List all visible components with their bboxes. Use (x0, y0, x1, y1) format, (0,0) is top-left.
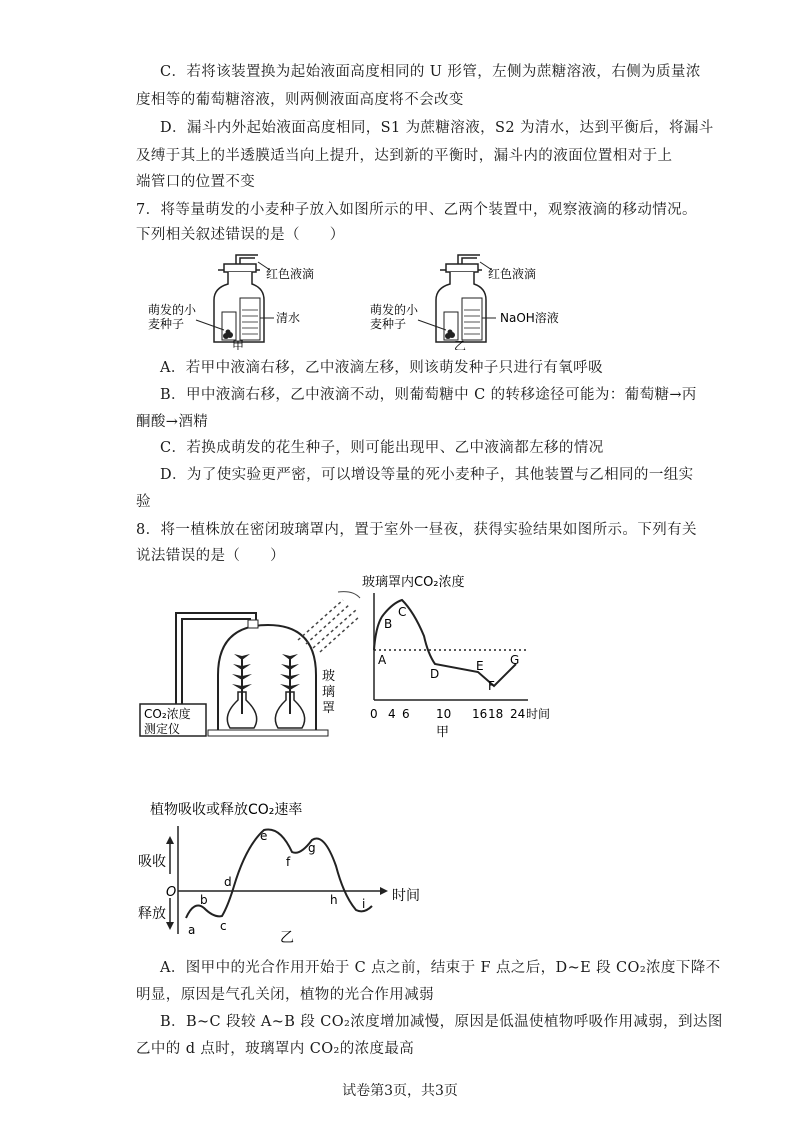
q8-option-b-line2: 乙中的 d 点时，玻璃罩内 CO₂的浓度最高 (136, 1041, 415, 1057)
q8-yi-release-label: 释放 (138, 906, 166, 922)
q8-jia-name: 甲 (436, 725, 450, 740)
q8-yi-point-a: a (188, 923, 196, 937)
q7-stem-line1: 7．将等量萌发的小麦种子放入如图所示的甲、乙两个装置中，观察液滴的移动情况。 (136, 202, 697, 218)
q7-option-a: A．若甲中液滴右移，乙中液滴左移，则该萌发种子只进行有氧呼吸 (160, 360, 603, 376)
q7-jia-seed-label2: 麦种子 (148, 317, 185, 331)
q8-jia-tick-16: 16 (472, 707, 488, 721)
q8-jia-tick-24: 24 (510, 707, 526, 721)
q8-yi-point-i: i (362, 897, 366, 911)
q8-jia-point-d: D (430, 667, 440, 681)
q7-jia-liquid-label: 清水 (276, 311, 301, 325)
q7-jia-seed-label1: 萌发的小 (148, 303, 197, 317)
q8-jia-point-e: E (476, 659, 484, 673)
q6-option-d-line2: 及缚于其上的半透膜适当向上提升，达到新的平衡时，漏斗内的液面位置相对于上 (136, 148, 673, 164)
q8-yi-name: 乙 (280, 930, 294, 946)
q8-glass-label-2: 璃 (322, 685, 336, 700)
q7-option-d-line2: 验 (136, 494, 151, 510)
q7-yi-name: 乙 (454, 339, 467, 350)
q8-jia-point-c: C (398, 605, 407, 619)
q8-jia-tick-0: 0 (370, 707, 378, 721)
q8-chart-jia (358, 568, 558, 748)
q7-yi-liquid-label: NaOH溶液 (500, 311, 559, 325)
q8-yi-point-c: c (220, 919, 227, 933)
q8-jia-tick-6: 6 (402, 707, 410, 721)
q8-jia-tick-4: 4 (388, 707, 396, 721)
q8-jia-point-a: A (378, 653, 387, 667)
q8-jia-xlabel: 时间 (526, 707, 551, 721)
q8-device-label1: CO₂浓度 (144, 707, 191, 721)
q8-option-a-line2: 明显，原因是气孔关闭，植物的光合作用减弱 (136, 987, 434, 1003)
q8-option-a-line1: A．图甲中的光合作用开始于 C 点之前，结束于 F 点之后，D~E 段 CO₂浓度下降不 (160, 960, 721, 976)
q8-jia-point-g: G (510, 653, 520, 667)
q8-yi-origin: O (166, 885, 177, 900)
q8-apparatus-figure (138, 580, 363, 740)
q8-yi-point-e: e (260, 829, 268, 843)
q7-option-b-line1: B．甲中液滴右移，乙中液滴不动，则葡萄糖中 C 的转移途径可能为：葡萄糖→丙 (160, 387, 697, 403)
q8-yi-point-g: g (308, 841, 316, 855)
q7-jia-drop-label: 红色液滴 (266, 267, 315, 281)
q8-device-label2: 测定仪 (144, 722, 181, 736)
q7-jia-name: 甲 (232, 339, 245, 350)
q8-glass-label-3: 罩 (322, 701, 336, 716)
q8-yi-point-b: b (200, 893, 208, 907)
q8-yi-point-h: h (330, 893, 338, 907)
q8-glass-label-1: 玻 (322, 669, 336, 684)
q7-option-c: C．若换成萌发的花生种子，则可能出现甲、乙中液滴都左移的情况 (160, 440, 604, 456)
q8-chart-yi (130, 796, 430, 946)
q8-option-b-line1: B．B~C 段较 A~B 段 CO₂浓度增加减慢，原因是低温使植物呼吸作用减弱，到达图 (160, 1014, 723, 1030)
q8-yi-point-d: d (224, 875, 232, 889)
q7-option-b-line2: 酮酸→酒精 (136, 414, 209, 430)
q8-jia-point-b: B (384, 617, 393, 631)
q7-yi-seed-label2: 麦种子 (370, 317, 407, 331)
q8-yi-absorb-label: 吸收 (138, 854, 166, 870)
q6-option-c-line2: 度相等的葡萄糖溶液，则两侧液面高度将不会改变 (136, 92, 464, 108)
q8-stem-line1: 8．将一植株放在密闭玻璃罩内，置于室外一昼夜，获得实验结果如图所示。下列有关 (136, 522, 697, 538)
q8-jia-tick-10: 10 (436, 707, 452, 721)
q6-option-c-line1: C．若将该装置换为起始液面高度相同的 U 形管，左侧为蔗糖溶液，右侧为质量浓 (160, 64, 701, 80)
q8-jia-tick-18: 18 (488, 707, 504, 721)
q7-figure-jia (140, 250, 340, 350)
q6-option-d-line3: 端管口的位置不变 (136, 174, 256, 190)
q8-stem-line2: 说法错误的是（ ） (136, 548, 285, 564)
q7-stem-line2: 下列相关叙述错误的是（ ） (136, 227, 345, 243)
q7-figure-yi (362, 250, 602, 350)
q7-yi-seed-label1: 萌发的小 (370, 303, 419, 317)
q8-jia-ylabel: 玻璃罩内CO₂浓度 (362, 575, 465, 590)
q7-yi-drop-label: 红色液滴 (488, 267, 537, 281)
page-footer: 试卷第3页，共3页 (342, 1083, 458, 1099)
q8-jia-point-f: F (488, 679, 495, 693)
q6-option-d-line1: D．漏斗内外起始液面高度相同，S1 为蔗糖溶液，S2 为清水，达到平衡后，将漏斗 (160, 120, 714, 136)
q7-option-d-line1: D．为了使实验更严密，可以增设等量的死小麦种子，其他装置与乙相同的一组实 (160, 467, 694, 483)
q8-yi-xlabel: 时间 (392, 888, 420, 904)
q8-yi-point-f: f (286, 855, 291, 869)
q8-yi-ylabel: 植物吸收或释放CO₂速率 (150, 802, 303, 818)
